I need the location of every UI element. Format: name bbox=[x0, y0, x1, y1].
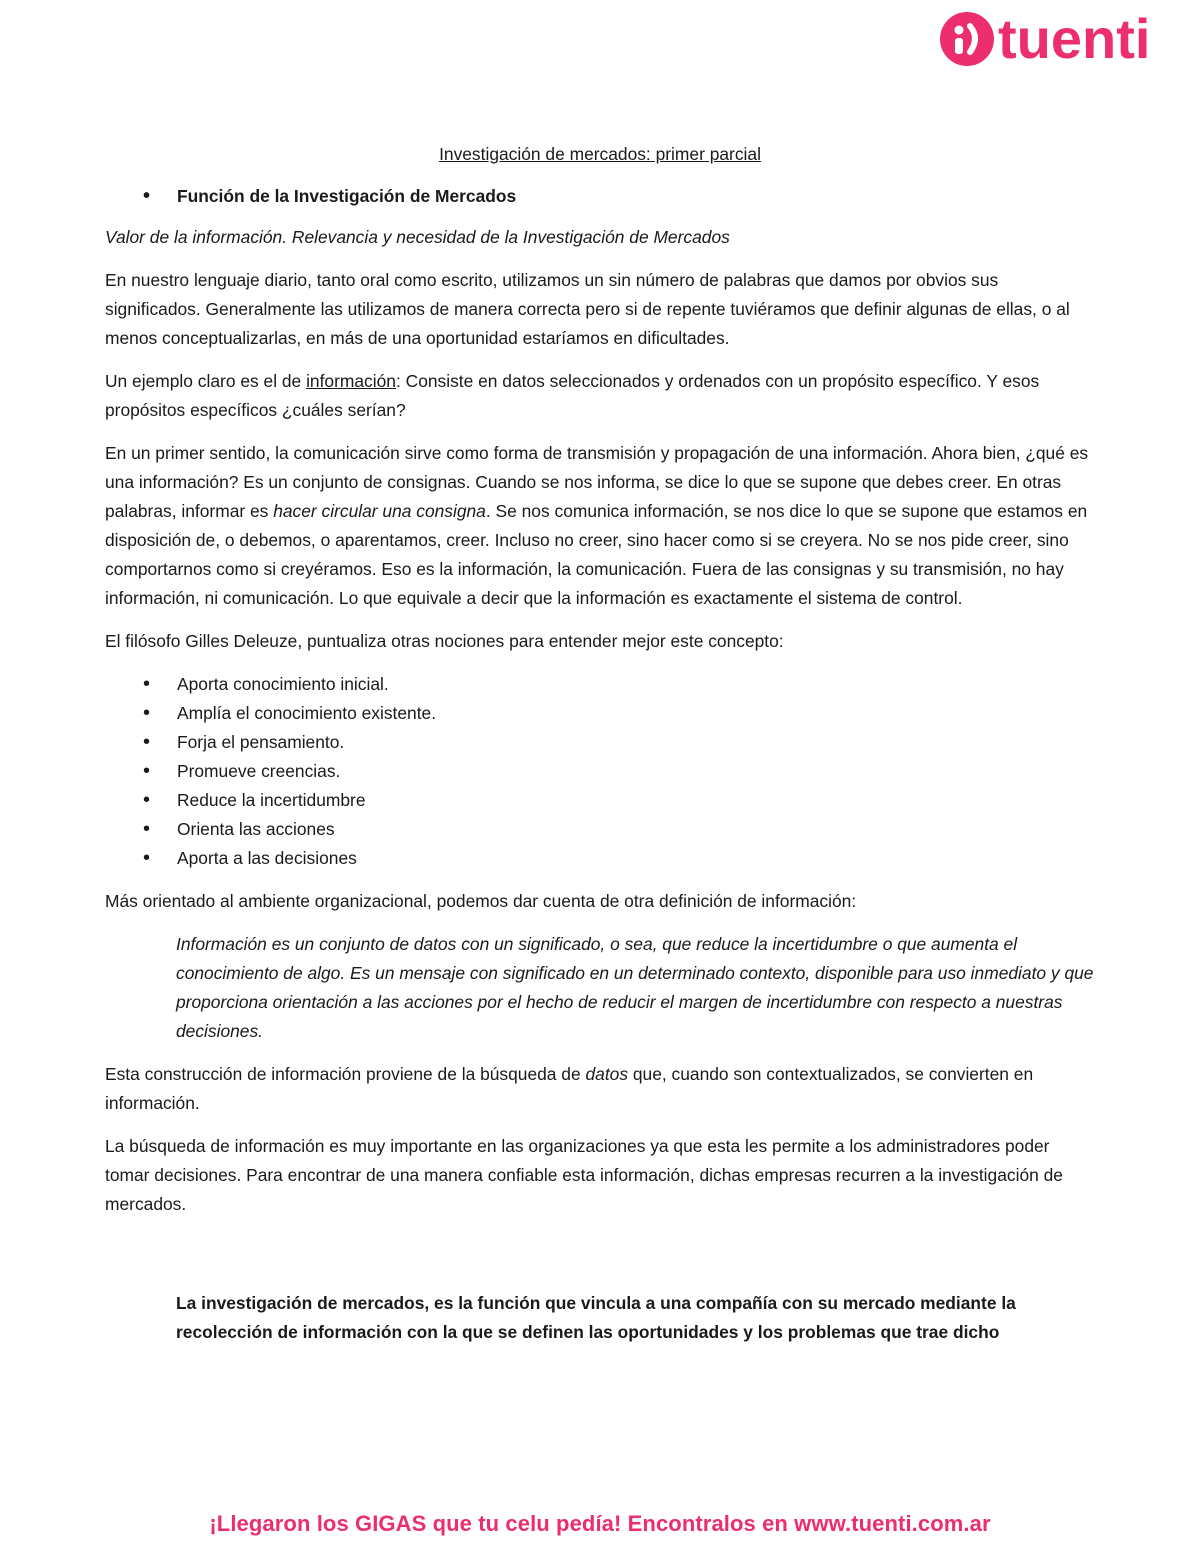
paragraph-6-start: Esta construcción de información proviene de la búsqueda de bbox=[105, 1064, 586, 1084]
paragraph-6-end: que, cuando son contextualizados, se convierten en información. bbox=[105, 1064, 1034, 1113]
paragraph-6 bbox=[105, 1060, 1095, 1118]
section-heading-list bbox=[105, 182, 1095, 211]
definition-quote: Información es un conjunto de datos con un significado, o sea, que reduce la incertidumbre o que aumenta el conocimiento de algo. Es un mensaje con significado en un determinado contexto, disponible para uso inmediato y que proporciona orientación a las acciones por el hecho de reducir el margen de incertidumbre con respecto a nuestras decisiones. bbox=[176, 934, 1094, 1041]
paragraph-3-end: . Se nos comunica información, se nos dice lo que se supone que estamos en disposición de, o debemos, o aparentamos, creer. Incluso no creer, sino hacer como si se creyera. No se nos pide creer, sino comportarnos como si creyéramos. Eso es la información, la comunicación. Fuera de las consignas y su transmisión, no hay información, ni comunicación. Lo que equivale a decir que la información es exactamente el sistema de control. bbox=[105, 501, 1088, 608]
tuenti-wordmark: tuenti bbox=[998, 10, 1151, 68]
tuenti-logo bbox=[940, 10, 1192, 68]
list-item: • Aporta conocimiento inicial. bbox=[105, 670, 1095, 699]
list-item: • Reduce la incertidumbre bbox=[105, 786, 1095, 815]
list-item: • Amplía el conocimiento existente. bbox=[105, 699, 1095, 728]
paragraph-3-start: En un primer sentido, la comunicación sirve como forma de transmisión y propagación de una información. Ahora bien, ¿qué es una información? Es un conjunto de consignas. Cuando se nos informa, se dice lo que se supone que debes creer. En otras palabras, informar es bbox=[105, 443, 1089, 521]
informacion-underlined-term: información bbox=[306, 371, 396, 391]
document-page bbox=[105, 140, 1095, 1347]
paragraph-7: La búsqueda de información es muy importante en las organizaciones ya que esta les permite a los administradores poder tomar decisiones. Para encontrar de una manera confiable esta información, dichas empresas recurren a la investigación de mercados. bbox=[105, 1136, 1063, 1214]
list-item: • Forja el pensamiento. bbox=[105, 728, 1095, 757]
list-item: • Orienta las acciones bbox=[105, 815, 1095, 844]
paragraph-3-emphasis: hacer circular una consigna bbox=[273, 501, 486, 521]
paragraph-3 bbox=[105, 439, 1095, 613]
section-heading: • Función de la Investigación de Mercados bbox=[105, 182, 1095, 211]
paragraph-6-emphasis: datos bbox=[585, 1064, 629, 1084]
document-title: Investigación de mercados: primer parcial bbox=[439, 144, 761, 164]
tuenti-quote-icon bbox=[940, 10, 1192, 68]
paragraph-8-bold: La investigación de mercados, es la función que vincula a una compañía con su mercado mediante la recolección de información con la que se definen las oportunidades y los problemas que trae dicho bbox=[176, 1293, 1016, 1342]
paragraph-2 bbox=[105, 367, 1095, 425]
paragraph-2-end: : Consiste en datos seleccionados y ordenados con un propósito específico. Y esos propósitos específicos ¿cuáles serían? bbox=[105, 371, 1040, 420]
paragraph-2-start: Un ejemplo claro es el de bbox=[105, 371, 307, 391]
list-item: • Aporta a las decisiones bbox=[105, 844, 1095, 873]
paragraph-4: El filósofo Gilles Deleuze, puntualiza otras nociones para entender mejor este concepto: bbox=[105, 631, 784, 651]
paragraph-5: Más orientado al ambiente organizacional, podemos dar cuenta de otra definición de información: bbox=[105, 891, 857, 911]
footer-advertisement[interactable]: ¡Llegaron los GIGAS que tu celu pedía! Encontralos en www.tuenti.com.ar bbox=[209, 1511, 991, 1536]
section-subtitle: Valor de la información. Relevancia y necesidad de la Investigación de Mercados bbox=[105, 227, 730, 247]
list-item: • Promueve creencias. bbox=[105, 757, 1095, 786]
notions-list bbox=[105, 670, 1095, 873]
paragraph-1: En nuestro lenguaje diario, tanto oral como escrito, utilizamos un sin número de palabras que damos por obvios sus significados. Generalmente las utilizamos de manera correcta pero si de repente tuviéramos que definir algunas de ellas, o al menos conceptualizarlas, en más de una oportunidad estaríamos en dificultades. bbox=[105, 270, 1070, 348]
